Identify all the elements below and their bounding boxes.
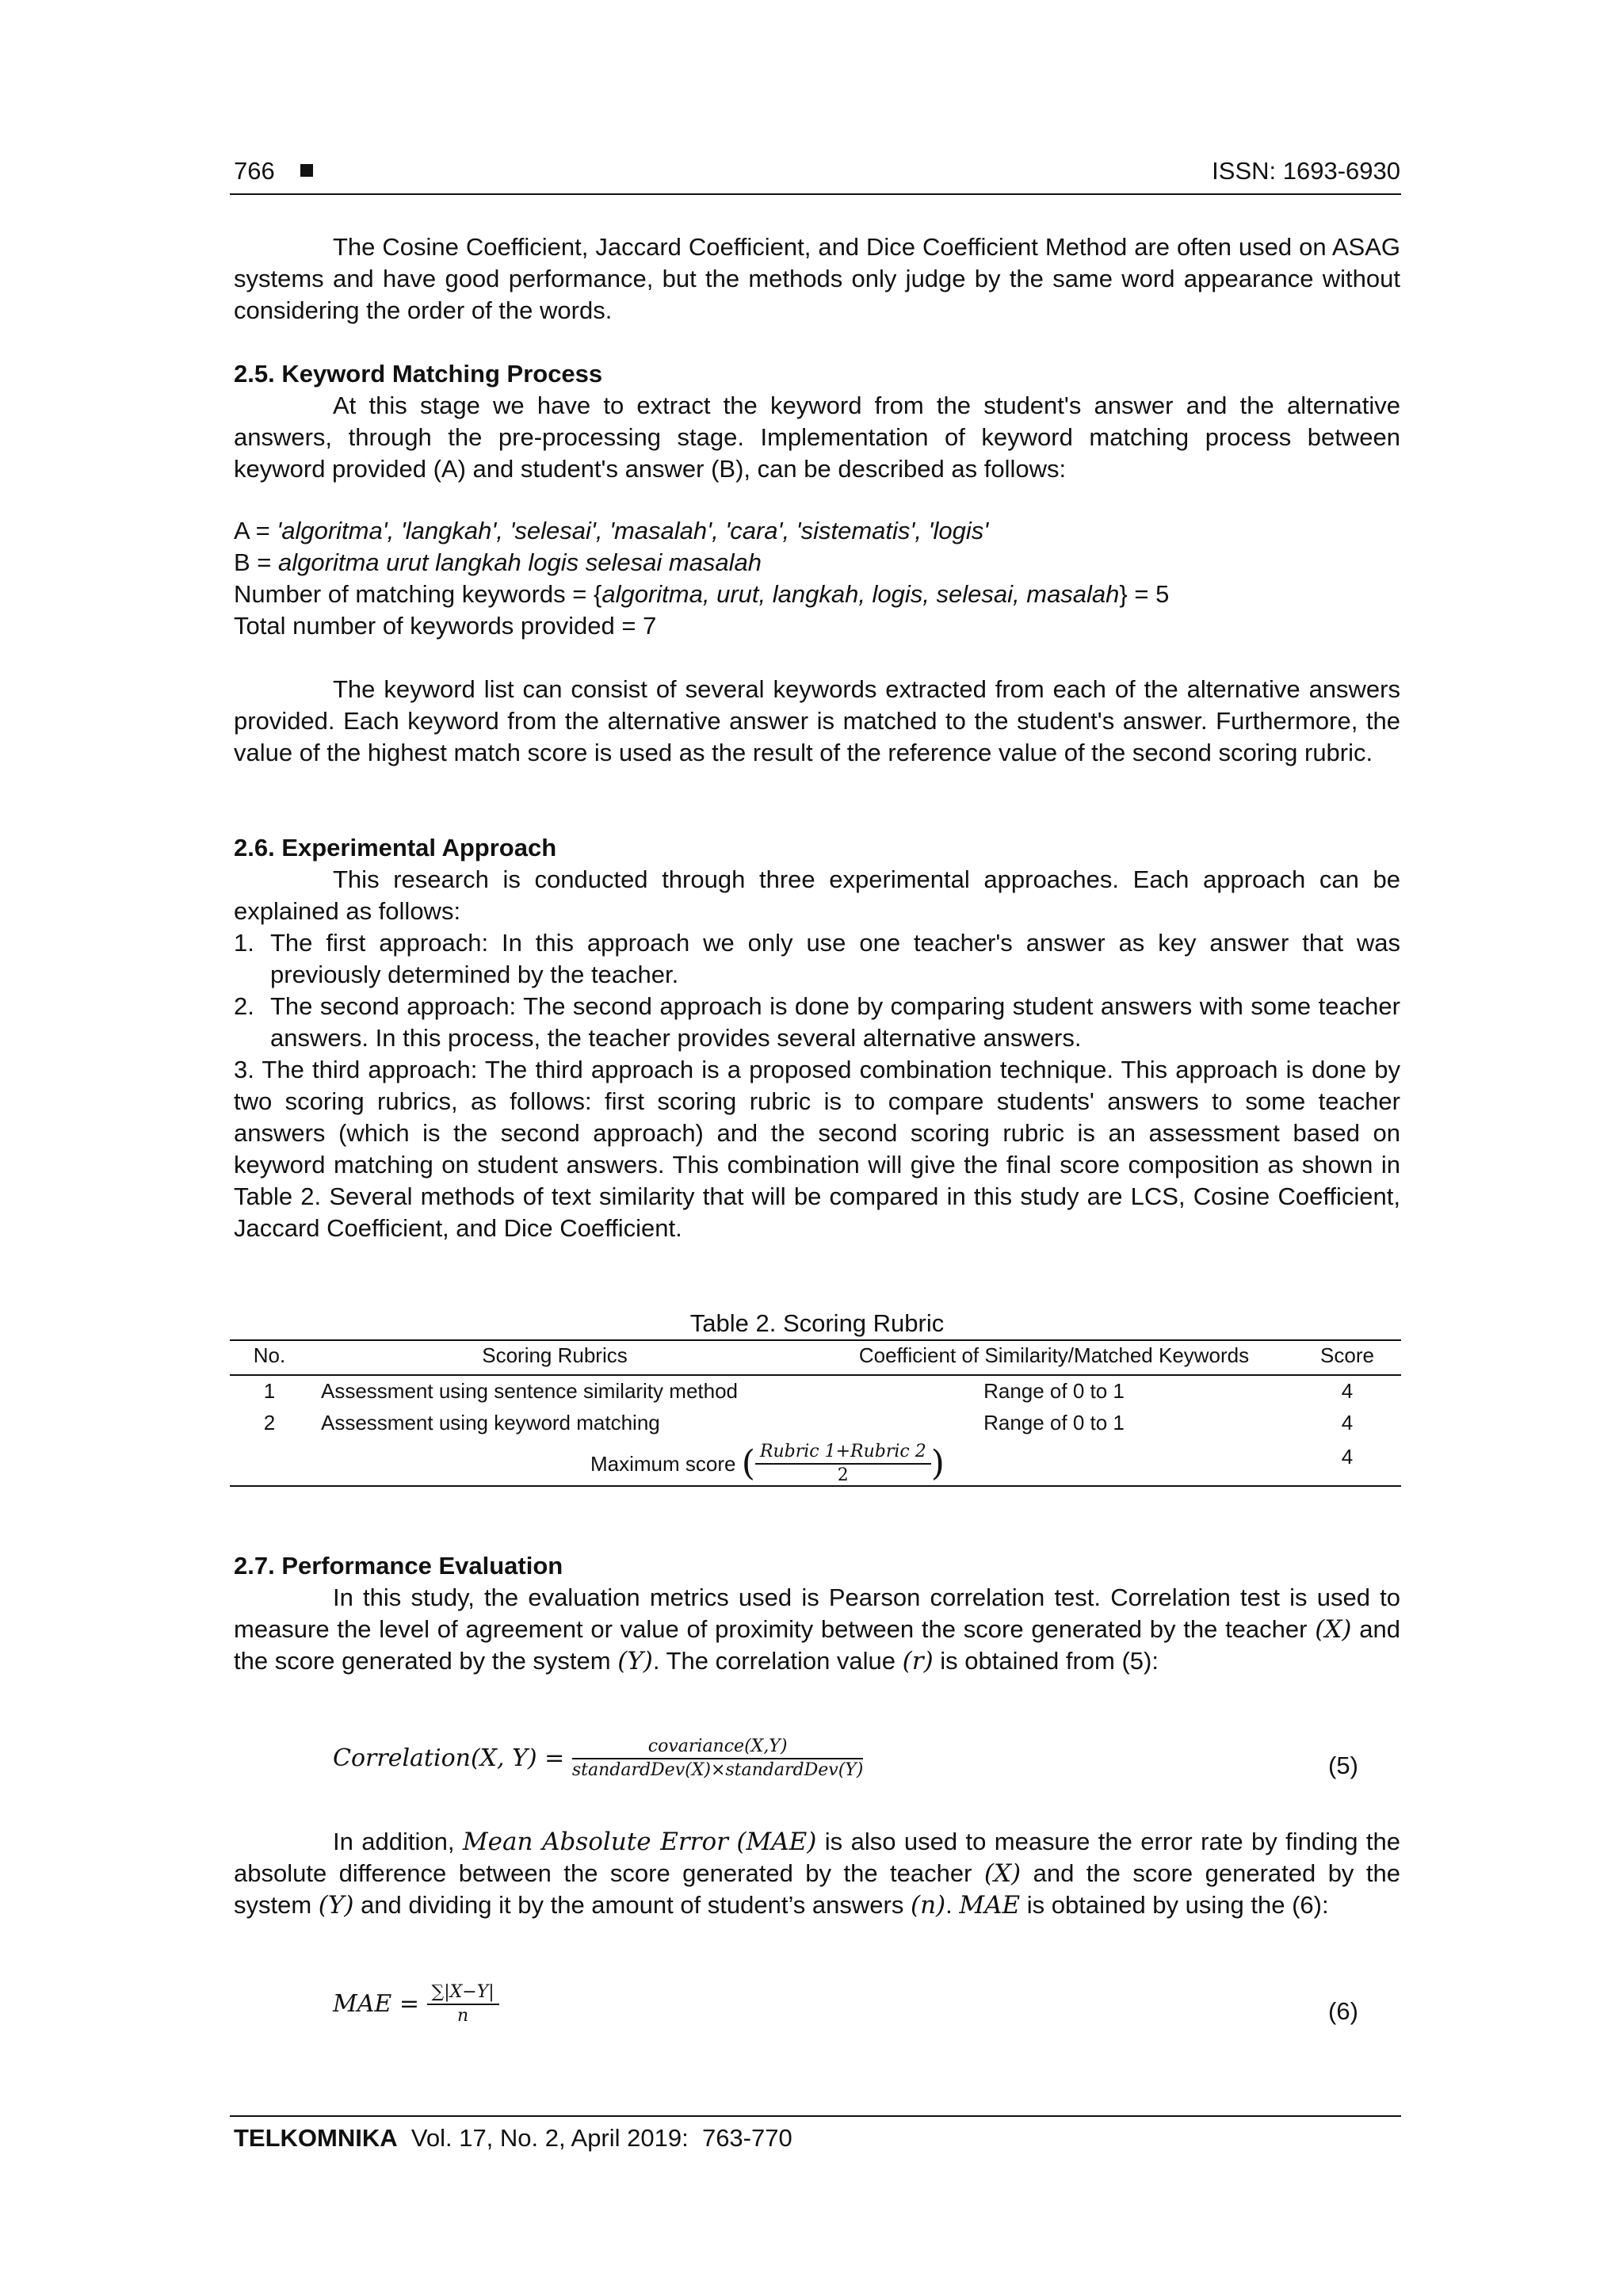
section-2-6-heading: 2.6. Experimental Approach (234, 834, 557, 861)
p2-mae: Mean Absolute Error (462, 1828, 728, 1856)
table-cell-no: 2 (263, 1411, 276, 1435)
table-cell-coef: Range of 0 to 1 (983, 1411, 1125, 1435)
section-2-5-paragraph-2: The keyword list can consist of several keywords extracted from each of the alternative answers provided. Each keyword from the alternative answer is matched to the student's answer. Furthermore, the value of the highest match score is used as the result of the reference value of the second scoring rubric. (234, 675, 1400, 766)
eq5-label: (5) (1328, 1752, 1358, 1779)
list-item-number: 2. (234, 992, 254, 1020)
section-2-7-heading: 2.7. Performance Evaluation (234, 1552, 563, 1580)
table-cell-score: 4 (1341, 1379, 1354, 1403)
max-score-frac-den: 2 (837, 1465, 849, 1485)
p2-n: (n) (910, 1891, 946, 1920)
section-2-5-paragraph: At this stage we have to extract the keyword from the student's answer and the alternative answers, through the pre-processing stage. Implementation of keyword matching process between keyword provided (A) and student's answer (B), can be described as follows: (234, 392, 1400, 483)
p2-x: (X) (983, 1859, 1022, 1888)
equation-6 (333, 1981, 499, 2027)
page-number (234, 155, 313, 187)
keyword-line-b (234, 547, 1400, 579)
list-item-number: 1. (234, 929, 254, 957)
max-score-fraction (755, 1441, 931, 1487)
table-header-score: Score (1320, 1343, 1374, 1367)
keyword-line-a (234, 515, 1400, 547)
table-cell-rubric: Assessment using sentence similarity method (321, 1379, 739, 1403)
line-match-value: algoritma, urut, langkah, logis, selesai, masalah (601, 580, 1120, 608)
table-cell-score: 4 (1341, 1411, 1354, 1435)
header-rule (230, 193, 1401, 195)
left-paren-icon: ( (741, 1443, 755, 1484)
p1-y: (Y) (617, 1647, 653, 1675)
keyword-line-match (234, 579, 1400, 610)
footer-journal: TELKOMNIKA (234, 2124, 398, 2152)
table-header-rubric: Scoring Rubrics (482, 1343, 628, 1367)
p2-d: and dividing it by the amount of student’s answers (353, 1891, 911, 1919)
eq5-lhs: Correlation(X, Y) = (333, 1744, 572, 1772)
p2-b: is also used to measure the error rate by finding the absolute difference between the score generated by the teacher (234, 1828, 1400, 1887)
eq5-fraction (572, 1736, 864, 1782)
p1-a: In this study, the evaluation metrics used is Pearson correlation test. Correlation test is used to measure the level of agreement or value of proximity between the score generated by the teacher (234, 1584, 1400, 1643)
p1-r: (r) (902, 1647, 934, 1675)
max-score-label: Maximum score (590, 1452, 736, 1476)
line-match-prefix: Number of matching keywords = { (234, 580, 602, 608)
line-b-value: algoritma urut langkah logis selesai masalah (278, 548, 762, 576)
p2-e: . (945, 1891, 960, 1919)
list-item-text: The first approach: In this approach we only use one teacher's answer as key answer that was previously determined by the teacher. (270, 929, 1400, 988)
eq6-label: (6) (1328, 1997, 1358, 2025)
eq5-den: standardDev(X)×standardDev(Y) (571, 1760, 864, 1780)
table-bottom-rule (230, 1485, 1401, 1487)
eq6-fraction (427, 1981, 499, 2027)
p1-b: and the score generated by the system (234, 1615, 1400, 1675)
p2-a: In addition, (333, 1828, 463, 1855)
square-bullet-icon (300, 164, 313, 177)
footer (234, 2122, 792, 2154)
footer-details: Vol. 17, No. 2, April 2019: 763-770 (397, 2124, 792, 2152)
section-2-7-paragraph (234, 1582, 1400, 1677)
table-cell-no: 1 (263, 1379, 276, 1403)
p2-mae-abbr: (MAE) (736, 1828, 817, 1856)
line-a-value: 'algoritma', 'langkah', 'selesai', 'masalah', 'cara', 'sistematis', 'logis' (277, 517, 989, 544)
table-header-no: No. (253, 1343, 286, 1367)
footer-rule (230, 2115, 1401, 2117)
intro-paragraph: The Cosine Coefficient, Jaccard Coefficient, and Dice Coefficient Method are often used on ASAG systems and have good performance, but the methods only judge by the same word appearance without considering the order of the words. (234, 233, 1400, 324)
table-top-rule (230, 1339, 1401, 1341)
table-header-rule (230, 1374, 1401, 1376)
table-cell-coef: Range of 0 to 1 (983, 1379, 1125, 1403)
page-number-text: 766 (234, 157, 275, 185)
p2-mae2: MAE (959, 1891, 1021, 1920)
table-header-coef: Coefficient of Similarity/Matched Keywords (858, 1343, 1250, 1367)
eq6-lhs: MAE = (333, 1990, 427, 2018)
list-item-3: 3. The third approach: The third approach is a proposed combination technique. This approach is done by two scoring rubrics, as follows: first scoring rubric is to compare students' answers to some teacher answers (which is the second approach) and the second scoring rubric is an assessment based on keyword matching on student answers. This combination will give the final score composition as shown in Table 2. Several methods of text similarity that will be compared in this study are LCS, Cosine Coefficient, Jaccard Coefficient, and Dice Coefficient. (234, 1056, 1400, 1242)
list-item-text: The second approach: The second approach is done by comparing student answers with some teacher answers. In this process, the teacher provides several alternative answers. (270, 992, 1400, 1052)
table-caption: Table 2. Scoring Rubric (689, 1309, 945, 1337)
approach-list (234, 927, 1400, 1244)
line-a-prefix: A = (234, 517, 277, 544)
right-paren-icon: ) (930, 1443, 945, 1484)
line-b-prefix: B = (234, 548, 279, 576)
p2-f: is obtained by using the (6): (1020, 1891, 1329, 1919)
eq6-den: n (456, 2006, 469, 2026)
p1-x: (X) (1315, 1615, 1352, 1644)
section-2-6-paragraph: This research is conducted through three experimental approaches. Each approach can be explained as follows: (234, 865, 1400, 925)
p2-c: and the score generated by the system (234, 1859, 1400, 1919)
table-max-score-row (590, 1441, 945, 1487)
section-2-7-paragraph-2 (234, 1826, 1400, 1921)
list-item (234, 991, 1400, 1054)
issn: ISSN: 1693-6930 (1212, 157, 1400, 185)
p2-y: (Y) (318, 1891, 354, 1920)
list-item (234, 927, 1400, 991)
p1-d: is obtained from (5): (933, 1647, 1159, 1675)
section-2-5-heading: 2.5. Keyword Matching Process (234, 360, 603, 388)
line-match-suffix: } = 5 (1119, 580, 1170, 608)
eq6-num: ∑|X−Y| (427, 1981, 499, 2005)
table-cell-max-score: 4 (1341, 1445, 1354, 1469)
p1-c: . The correlation value (652, 1647, 903, 1675)
keyword-line-total: Total number of keywords provided = 7 (234, 612, 657, 640)
max-score-frac-num: Rubric 1+Rubric 2 (755, 1441, 931, 1465)
eq5-num: covariance(X,Y) (572, 1736, 864, 1759)
equation-5 (333, 1736, 863, 1782)
table-cell-rubric: Assessment using keyword matching (321, 1411, 660, 1435)
